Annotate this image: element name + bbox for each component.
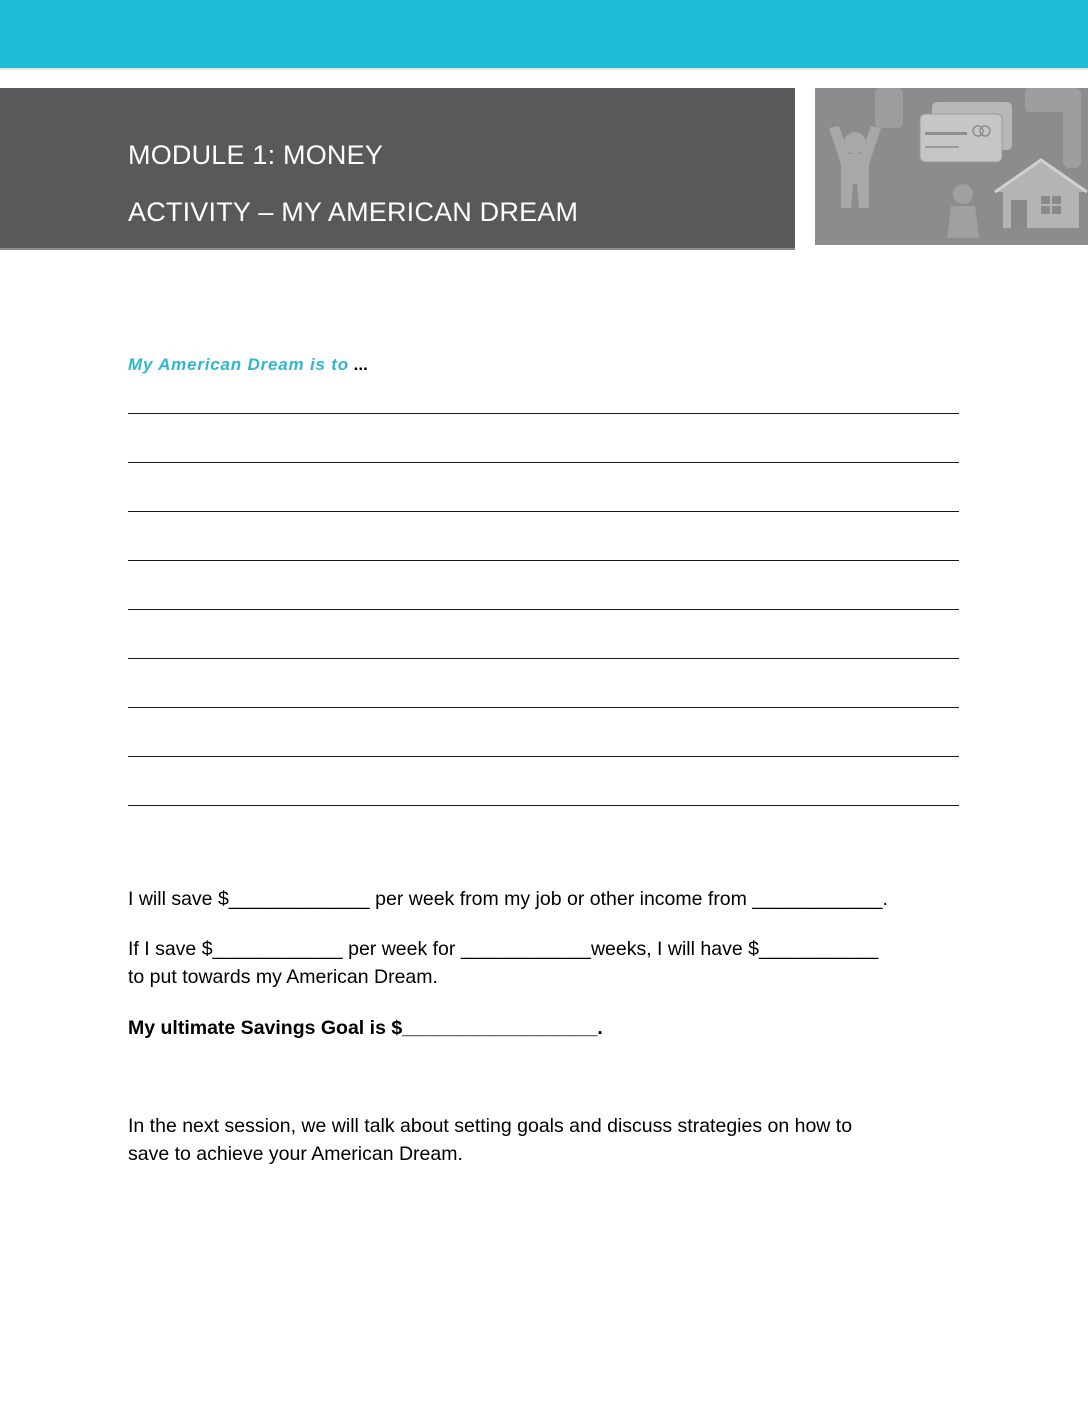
prompt-ellipsis: ... xyxy=(348,355,368,374)
writing-line[interactable] xyxy=(128,805,959,806)
writing-line[interactable] xyxy=(128,707,959,708)
writing-line[interactable] xyxy=(128,560,959,561)
writing-line[interactable] xyxy=(128,658,959,659)
title-band xyxy=(0,88,795,250)
writing-line[interactable] xyxy=(128,756,959,757)
prompt-label: My American Dream is to xyxy=(128,355,349,374)
if-save-statement-continued: to put towards my American Dream. xyxy=(128,966,438,988)
header-image xyxy=(815,88,1088,245)
dream-prompt xyxy=(128,355,368,375)
credit-card-icon xyxy=(920,102,1012,162)
save-per-week-statement[interactable]: I will save $_____________ per week from my job or other income from ____________. xyxy=(128,888,888,910)
writing-line[interactable] xyxy=(128,462,959,463)
module-title: MODULE 1: MONEY xyxy=(128,140,384,170)
if-save-statement[interactable]: If I save $____________ per week for ____________weeks, I will have $___________ xyxy=(128,938,879,960)
closing-text-line1: In the next session, we will talk about setting goals and discuss strategies on how to xyxy=(128,1115,853,1137)
savings-goal-statement[interactable]: My ultimate Savings Goal is $__________________. xyxy=(128,1017,603,1039)
activity-title: ACTIVITY – MY AMERICAN DREAM xyxy=(128,197,579,227)
top-bar-shadow xyxy=(0,68,1088,71)
writing-line[interactable] xyxy=(128,413,959,414)
top-accent-bar xyxy=(0,0,1088,68)
writing-line[interactable] xyxy=(128,511,959,512)
closing-text-line2: save to achieve your American Dream. xyxy=(128,1143,463,1165)
writing-line[interactable] xyxy=(128,609,959,610)
writing-area[interactable] xyxy=(128,413,959,854)
